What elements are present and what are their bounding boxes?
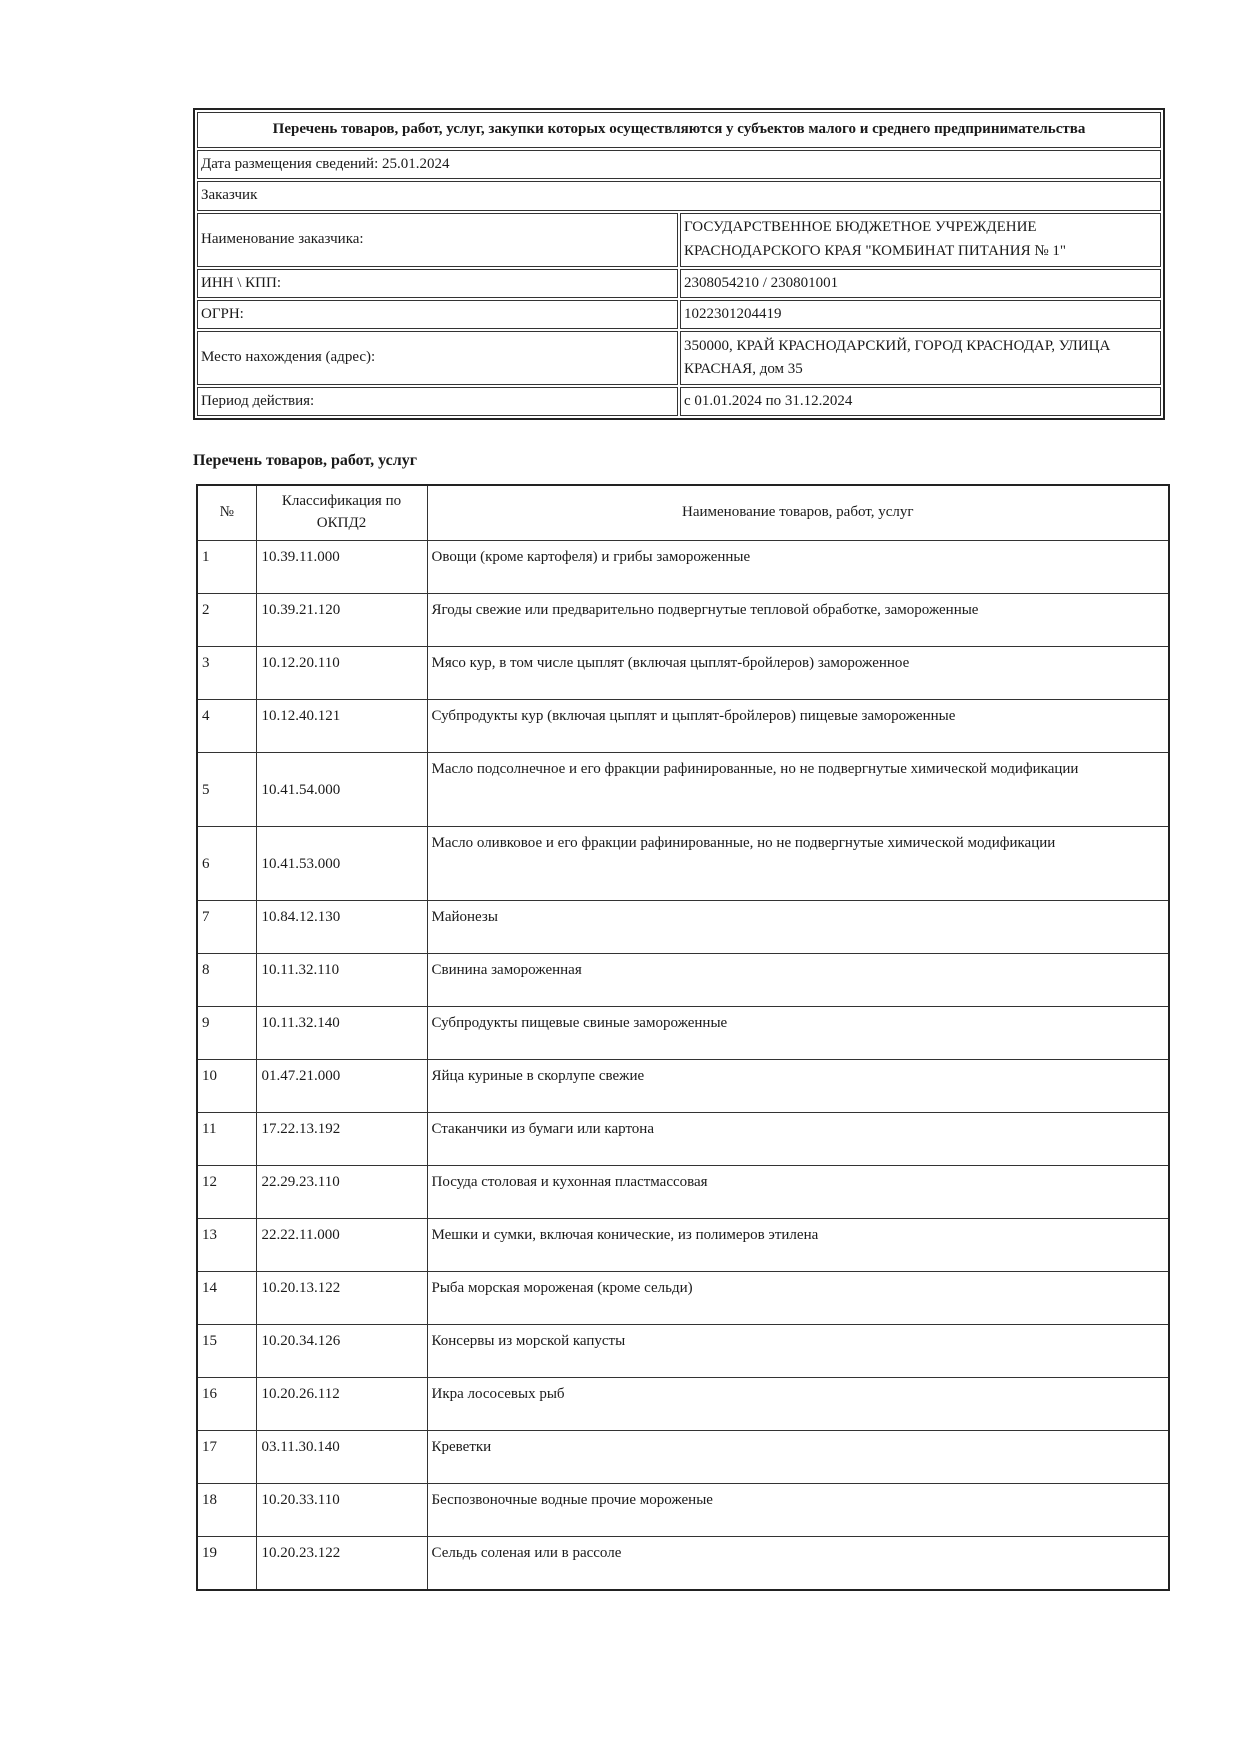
table-row <box>197 594 1169 647</box>
row-item-name: Креветки <box>427 1431 1169 1484</box>
posting-date: Дата размещения сведений: 25.01.2024 <box>197 150 1161 179</box>
table-row <box>197 541 1169 594</box>
row-okpd2-code: 10.39.21.120 <box>256 594 427 647</box>
info-row <box>197 387 1161 416</box>
row-number: 4 <box>197 700 256 753</box>
row-item-name: Овощи (кроме картофеля) и грибы замороженные <box>427 541 1169 594</box>
row-number: 12 <box>197 1166 256 1219</box>
table-row <box>197 753 1169 827</box>
items-header-row <box>197 485 1169 541</box>
customer-info-table <box>193 108 1165 420</box>
table-row <box>197 700 1169 753</box>
row-number: 9 <box>197 1007 256 1060</box>
row-okpd2-code: 10.39.11.000 <box>256 541 427 594</box>
row-item-name: Масло подсолнечное и его фракции рафинированные, но не подвергнутые химической модификации <box>427 753 1169 827</box>
row-item-name: Майонезы <box>427 901 1169 954</box>
row-item-name: Субпродукты пищевые свиные замороженные <box>427 1007 1169 1060</box>
row-number: 17 <box>197 1431 256 1484</box>
row-item-name: Рыба морская мороженая (кроме сельди) <box>427 1272 1169 1325</box>
inn-kpp-value: 2308054210 / 230801001 <box>680 269 1161 298</box>
row-number: 16 <box>197 1378 256 1431</box>
table-row <box>197 1219 1169 1272</box>
row-okpd2-code: 01.47.21.000 <box>256 1060 427 1113</box>
row-number: 14 <box>197 1272 256 1325</box>
row-item-name: Яйца куриные в скорлупе свежие <box>427 1060 1169 1113</box>
table-row <box>197 1484 1169 1537</box>
items-table <box>196 484 1170 1591</box>
row-okpd2-code: 10.12.20.110 <box>256 647 427 700</box>
row-number: 6 <box>197 827 256 901</box>
row-okpd2-code: 10.11.32.110 <box>256 954 427 1007</box>
table-row <box>197 827 1169 901</box>
row-okpd2-code: 10.20.23.122 <box>256 1537 427 1590</box>
row-item-name: Свинина замороженная <box>427 954 1169 1007</box>
info-row <box>197 213 1161 267</box>
row-item-name: Масло оливковое и его фракции рафинированные, но не подвергнутые химической модификации <box>427 827 1169 901</box>
info-row <box>197 331 1161 385</box>
row-okpd2-code: 10.20.33.110 <box>256 1484 427 1537</box>
column-header-name: Наименование товаров, работ, услуг <box>427 485 1169 541</box>
table-row <box>197 901 1169 954</box>
table-row <box>197 1113 1169 1166</box>
period-label: Период действия: <box>197 387 678 416</box>
column-header-classification: Классификация по ОКПД2 <box>256 485 427 541</box>
posting-date-row <box>197 150 1161 179</box>
row-number: 18 <box>197 1484 256 1537</box>
row-item-name: Икра лососевых рыб <box>427 1378 1169 1431</box>
row-item-name: Ягоды свежие или предварительно подвергнутые тепловой обработке, замороженные <box>427 594 1169 647</box>
row-okpd2-code: 10.20.13.122 <box>256 1272 427 1325</box>
row-number: 19 <box>197 1537 256 1590</box>
table-row <box>197 1007 1169 1060</box>
row-okpd2-code: 22.22.11.000 <box>256 1219 427 1272</box>
title-row <box>197 112 1161 148</box>
period-value: с 01.01.2024 по 31.12.2024 <box>680 387 1161 416</box>
row-item-name: Посуда столовая и кухонная пластмассовая <box>427 1166 1169 1219</box>
customer-section-row <box>197 181 1161 210</box>
row-number: 11 <box>197 1113 256 1166</box>
row-item-name: Беспозвоночные водные прочие мороженые <box>427 1484 1169 1537</box>
customer-name-value: ГОСУДАРСТВЕННОЕ БЮДЖЕТНОЕ УЧРЕЖДЕНИЕ КРАСНОДАРСКОГО КРАЯ "КОМБИНАТ ПИТАНИЯ № 1" <box>680 213 1161 267</box>
row-item-name: Субпродукты кур (включая цыплят и цыплят-бройлеров) пищевые замороженные <box>427 700 1169 753</box>
items-body <box>197 541 1169 1590</box>
row-number: 3 <box>197 647 256 700</box>
table-row <box>197 647 1169 700</box>
row-item-name: Мешки и сумки, включая конические, из полимеров этилена <box>427 1219 1169 1272</box>
row-item-name: Сельдь соленая или в рассоле <box>427 1537 1169 1590</box>
row-number: 15 <box>197 1325 256 1378</box>
table-row <box>197 1325 1169 1378</box>
inn-kpp-label: ИНН \ КПП: <box>197 269 678 298</box>
row-item-name: Стаканчики из бумаги или картона <box>427 1113 1169 1166</box>
row-okpd2-code: 22.29.23.110 <box>256 1166 427 1219</box>
row-number: 1 <box>197 541 256 594</box>
info-row <box>197 300 1161 329</box>
list-heading: Перечень товаров, работ, услуг <box>193 452 417 469</box>
customer-section-label: Заказчик <box>197 181 1161 210</box>
table-row <box>197 1431 1169 1484</box>
row-okpd2-code: 10.12.40.121 <box>256 700 427 753</box>
row-okpd2-code: 10.84.12.130 <box>256 901 427 954</box>
table-row <box>197 1060 1169 1113</box>
row-number: 8 <box>197 954 256 1007</box>
column-header-number: № <box>197 485 256 541</box>
table-row <box>197 1166 1169 1219</box>
address-label: Место нахождения (адрес): <box>197 331 678 385</box>
row-number: 5 <box>197 753 256 827</box>
row-okpd2-code: 10.41.53.000 <box>256 827 427 901</box>
table-row <box>197 954 1169 1007</box>
row-okpd2-code: 10.20.26.112 <box>256 1378 427 1431</box>
address-value: 350000, КРАЙ КРАСНОДАРСКИЙ, ГОРОД КРАСНОДАР, УЛИЦА КРАСНАЯ, дом 35 <box>680 331 1161 385</box>
row-okpd2-code: 10.41.54.000 <box>256 753 427 827</box>
row-okpd2-code: 03.11.30.140 <box>256 1431 427 1484</box>
info-row <box>197 269 1161 298</box>
row-item-name: Консервы из морской капусты <box>427 1325 1169 1378</box>
document-title: Перечень товаров, работ, услуг, закупки которых осуществляются у субъектов малого и среднего предпринимательства <box>197 112 1161 148</box>
customer-name-label: Наименование заказчика: <box>197 213 678 267</box>
row-number: 7 <box>197 901 256 954</box>
ogrn-label: ОГРН: <box>197 300 678 329</box>
row-number: 13 <box>197 1219 256 1272</box>
row-okpd2-code: 10.11.32.140 <box>256 1007 427 1060</box>
table-row <box>197 1537 1169 1590</box>
table-row <box>197 1272 1169 1325</box>
row-okpd2-code: 17.22.13.192 <box>256 1113 427 1166</box>
table-row <box>197 1378 1169 1431</box>
row-item-name: Мясо кур, в том числе цыплят (включая цыплят-бройлеров) замороженное <box>427 647 1169 700</box>
row-okpd2-code: 10.20.34.126 <box>256 1325 427 1378</box>
ogrn-value: 1022301204419 <box>680 300 1161 329</box>
row-number: 2 <box>197 594 256 647</box>
row-number: 10 <box>197 1060 256 1113</box>
